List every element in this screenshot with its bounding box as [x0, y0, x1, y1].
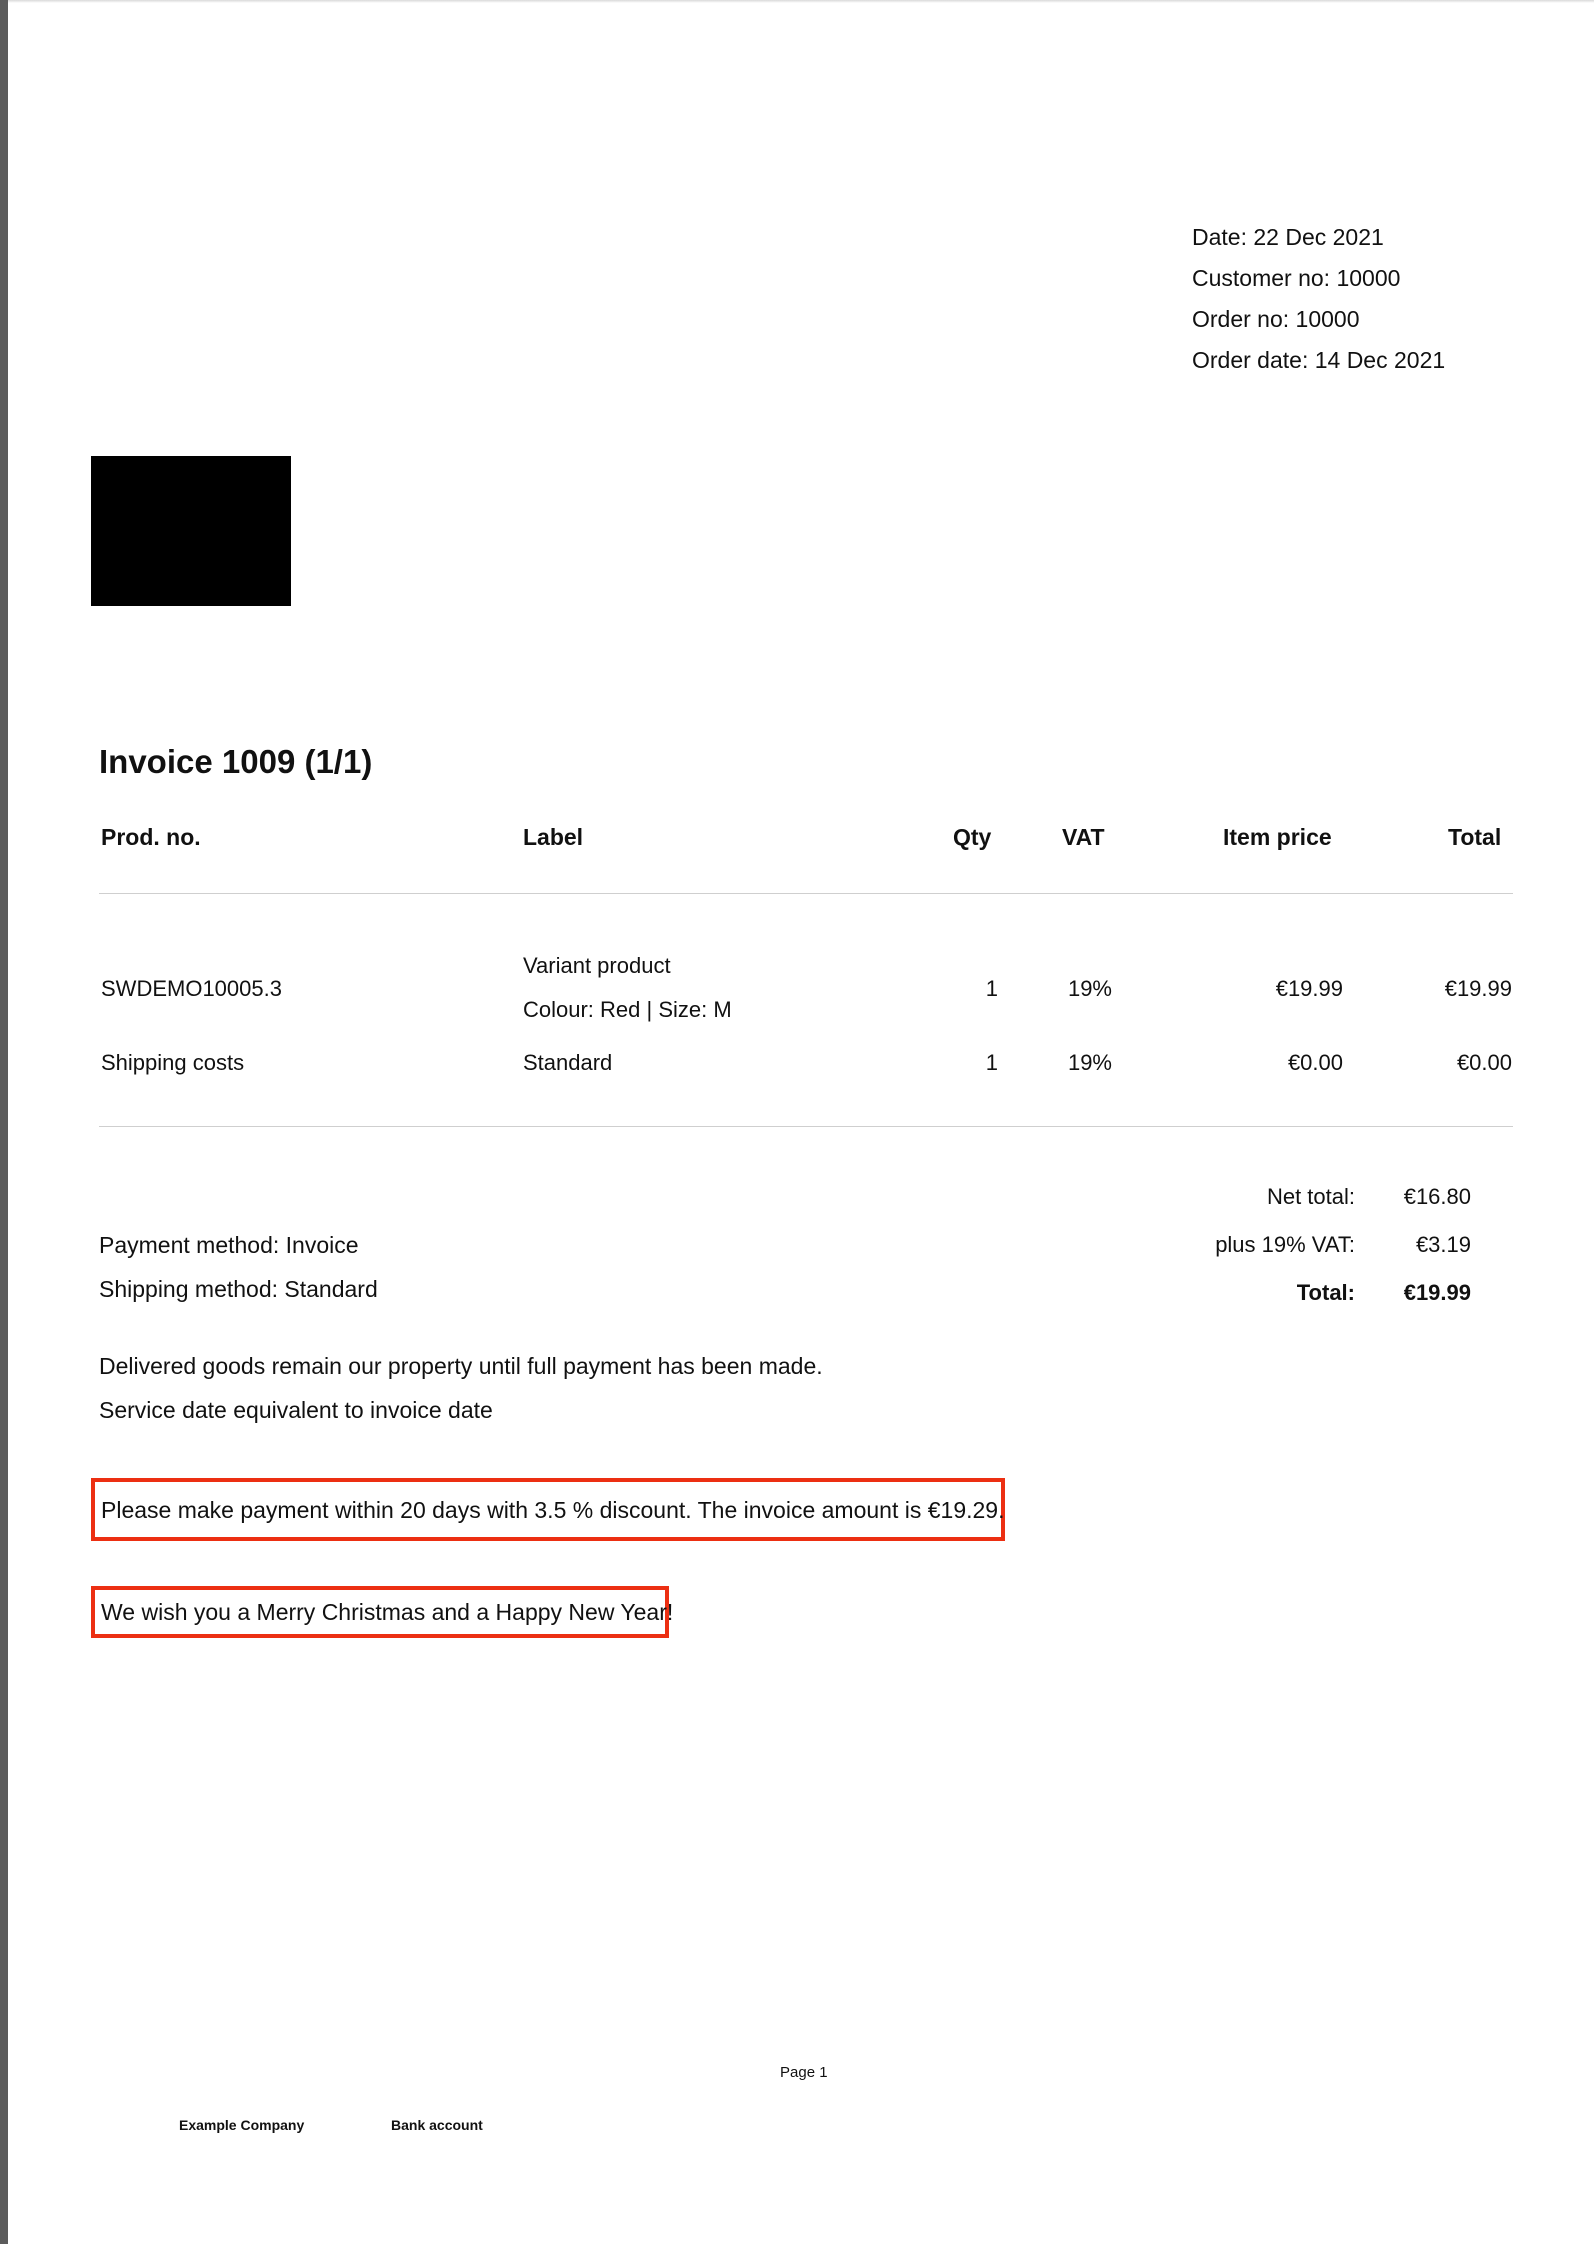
page-number: Page 1: [780, 2064, 828, 2081]
shipping-total: €0.00: [1456, 1050, 1512, 1075]
product-label: Variant product: [523, 953, 671, 978]
product-vat: 19%: [1067, 976, 1112, 1001]
customer-number: Customer no: 10000: [1192, 265, 1401, 291]
column-header-prod-no: Prod. no.: [101, 824, 201, 850]
payment-method: Payment method: Invoice: [99, 1232, 359, 1258]
table-header-divider: [99, 893, 1513, 894]
shipping-label: Standard: [523, 1050, 613, 1075]
payment-note-text: Please make payment within 20 days with 3.5 % discount. The invoice amount is €19.29.: [101, 1497, 1005, 1523]
net-total-label: Net total:: [1266, 1184, 1355, 1209]
product-total: €19.99: [1444, 976, 1512, 1001]
column-header-item-price: Item price: [1223, 824, 1332, 850]
invoice-meta: [1192, 217, 1445, 381]
vat-value: €3.19: [1415, 1232, 1471, 1257]
shipping-qty: 1: [985, 1050, 998, 1075]
logo-redacted-block: [91, 456, 291, 606]
highlighted-payment-note: [91, 1478, 1005, 1541]
shipping-method: Shipping method: Standard: [99, 1276, 378, 1302]
net-total-value: €16.80: [1403, 1184, 1471, 1209]
service-date-note: Service date equivalent to invoice date: [99, 1397, 493, 1423]
column-header-total: Total: [1448, 824, 1502, 850]
product-item-price: €19.99: [1275, 976, 1343, 1001]
shipping-product-number: Shipping costs: [101, 1050, 245, 1075]
highlighted-greeting: [91, 1586, 674, 1638]
property-note: Delivered goods remain our property until full payment has been made.: [99, 1353, 823, 1379]
footer-bank-account: Bank account: [391, 2117, 483, 2133]
order-date: Order date: 14 Dec 2021: [1192, 347, 1446, 373]
shipping-vat: 19%: [1067, 1050, 1112, 1075]
column-header-label: Label: [523, 824, 584, 850]
invoice-page: [8, 0, 1594, 2244]
total-label: Total:: [1296, 1280, 1355, 1305]
product-qty: 1: [985, 976, 998, 1001]
total-value: €19.99: [1403, 1280, 1471, 1305]
shipping-item-price: €0.00: [1287, 1050, 1343, 1075]
footer-company-name: Example Company: [179, 2117, 305, 2133]
product-variant: Colour: Red | Size: M: [523, 997, 732, 1022]
product-number: SWDEMO10005.3: [101, 976, 282, 1001]
left-window-edge: [0, 0, 8, 2244]
invoice-date: Date: 22 Dec 2021: [1192, 224, 1384, 250]
table-footer-divider: [99, 1126, 1513, 1127]
order-number: Order no: 10000: [1192, 306, 1360, 332]
greeting-text: We wish you a Merry Christmas and a Happy New Year!: [101, 1599, 674, 1625]
column-header-qty: Qty: [953, 824, 992, 850]
invoice-title: Invoice 1009 (1/1): [99, 743, 373, 780]
column-header-vat: VAT: [1062, 824, 1105, 850]
vat-label: plus 19% VAT:: [1215, 1232, 1355, 1257]
